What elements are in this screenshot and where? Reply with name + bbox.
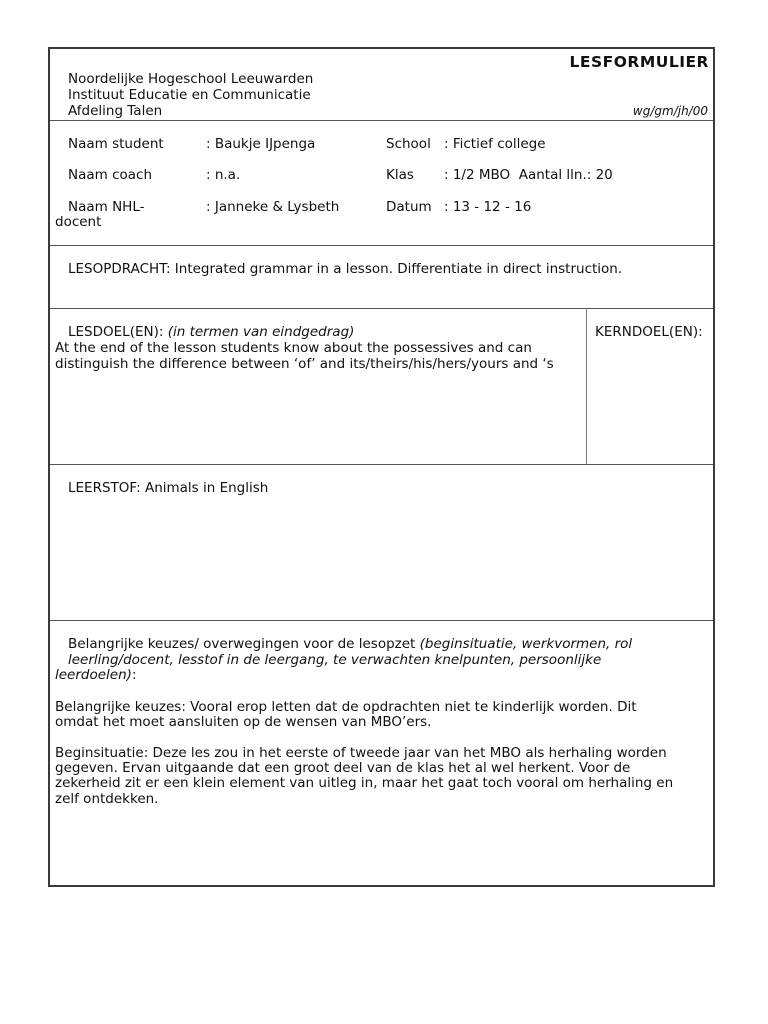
keuzes-para1-line-2: omdat het moet aansluiten op de wensen van MBO’ers.	[55, 714, 432, 730]
form-title: LESFORMULIER	[569, 53, 709, 71]
datum-label: Datum	[386, 199, 432, 215]
keuzes-heading-line-1	[68, 637, 632, 652]
naam-student-value: : Baukje IJpenga	[206, 136, 316, 152]
keuzes-para2-line-2: gegeven. Ervan uitgaande dat een groot deel van de klas het al wel herkent. Voor de	[55, 760, 631, 776]
form-code: wg/gm/jh/00	[632, 104, 708, 118]
lesdoel-line-1: At the end of the lesson students know about the possessives and can	[55, 340, 532, 356]
keuzes-heading-note-3: leerdoelen)	[55, 667, 132, 683]
divider-lesdoel	[50, 464, 713, 465]
keuzes-heading-line-3	[55, 668, 137, 683]
datum-value: : 13 - 12 - 16	[444, 199, 532, 215]
keuzes-heading-note-2: leerling/docent, lesstof in de leergang, te verwachten knelpunten, persoonlijke	[68, 652, 602, 668]
klas-value: : 1/2 MBO Aantal lln.: 20	[444, 167, 613, 183]
keuzes-heading: Belangrijke keuzes/ overwegingen voor de lesopzet	[68, 636, 420, 652]
naam-nhl-label-docent: docent	[55, 214, 102, 230]
lesopdracht-text: LESOPDRACHT: Integrated grammar in a lesson. Differentiate in direct instruction.	[68, 261, 623, 277]
divider-header	[50, 120, 713, 121]
leerstof-text: LEERSTOF: Animals in English	[68, 480, 269, 496]
keuzes-para1-line-1: Belangrijke keuzes: Vooral erop letten dat de opdrachten niet te kinderlijk worden. Dit	[55, 699, 637, 715]
lesdoel-label-note: (in termen van eindgedrag)	[167, 324, 355, 340]
lesdoel-heading	[68, 325, 354, 340]
divider-info	[50, 245, 713, 246]
institution-line-3: Afdeling Talen	[68, 103, 163, 119]
naam-nhl-label: Naam NHL-	[68, 199, 145, 215]
lesdoel-line-2: distinguish the difference between ‘of’ and its/theirs/his/hers/yours and ‘s	[55, 356, 554, 372]
klas-label: Klas	[386, 167, 414, 183]
naam-coach-value: : n.a.	[206, 167, 241, 183]
school-label: School	[386, 136, 431, 152]
naam-student-label: Naam student	[68, 136, 164, 152]
kerndoel-label: KERNDOEL(EN):	[595, 324, 703, 340]
lesformulier-form	[48, 47, 715, 887]
divider-lesopdracht	[50, 308, 713, 309]
keuzes-para2-line-1: Beginsituatie: Deze les zou in het eerste of tweede jaar van het MBO als herhaling worden	[55, 745, 667, 761]
school-value: : Fictief college	[444, 136, 546, 152]
kerndoel-divider	[586, 308, 587, 464]
keuzes-heading-note-1: (beginsituatie, werkvormen, rol	[419, 636, 633, 652]
institution-line-1: Noordelijke Hogeschool Leeuwarden	[68, 71, 314, 87]
keuzes-para2-line-4: zelf ontdekken.	[55, 791, 159, 807]
keuzes-para2-line-3: zekerheid zit er een klein element van uitleg in, maar het gaat toch vooral om herhaling en	[55, 775, 674, 791]
institution-line-2: Instituut Educatie en Communicatie	[68, 87, 311, 103]
divider-leerstof	[50, 620, 713, 621]
lesdoel-label: LESDOEL(EN):	[68, 324, 168, 340]
keuzes-heading-colon: :	[131, 667, 137, 683]
naam-coach-label: Naam coach	[68, 167, 153, 183]
naam-nhl-value: : Janneke & Lysbeth	[206, 199, 340, 215]
